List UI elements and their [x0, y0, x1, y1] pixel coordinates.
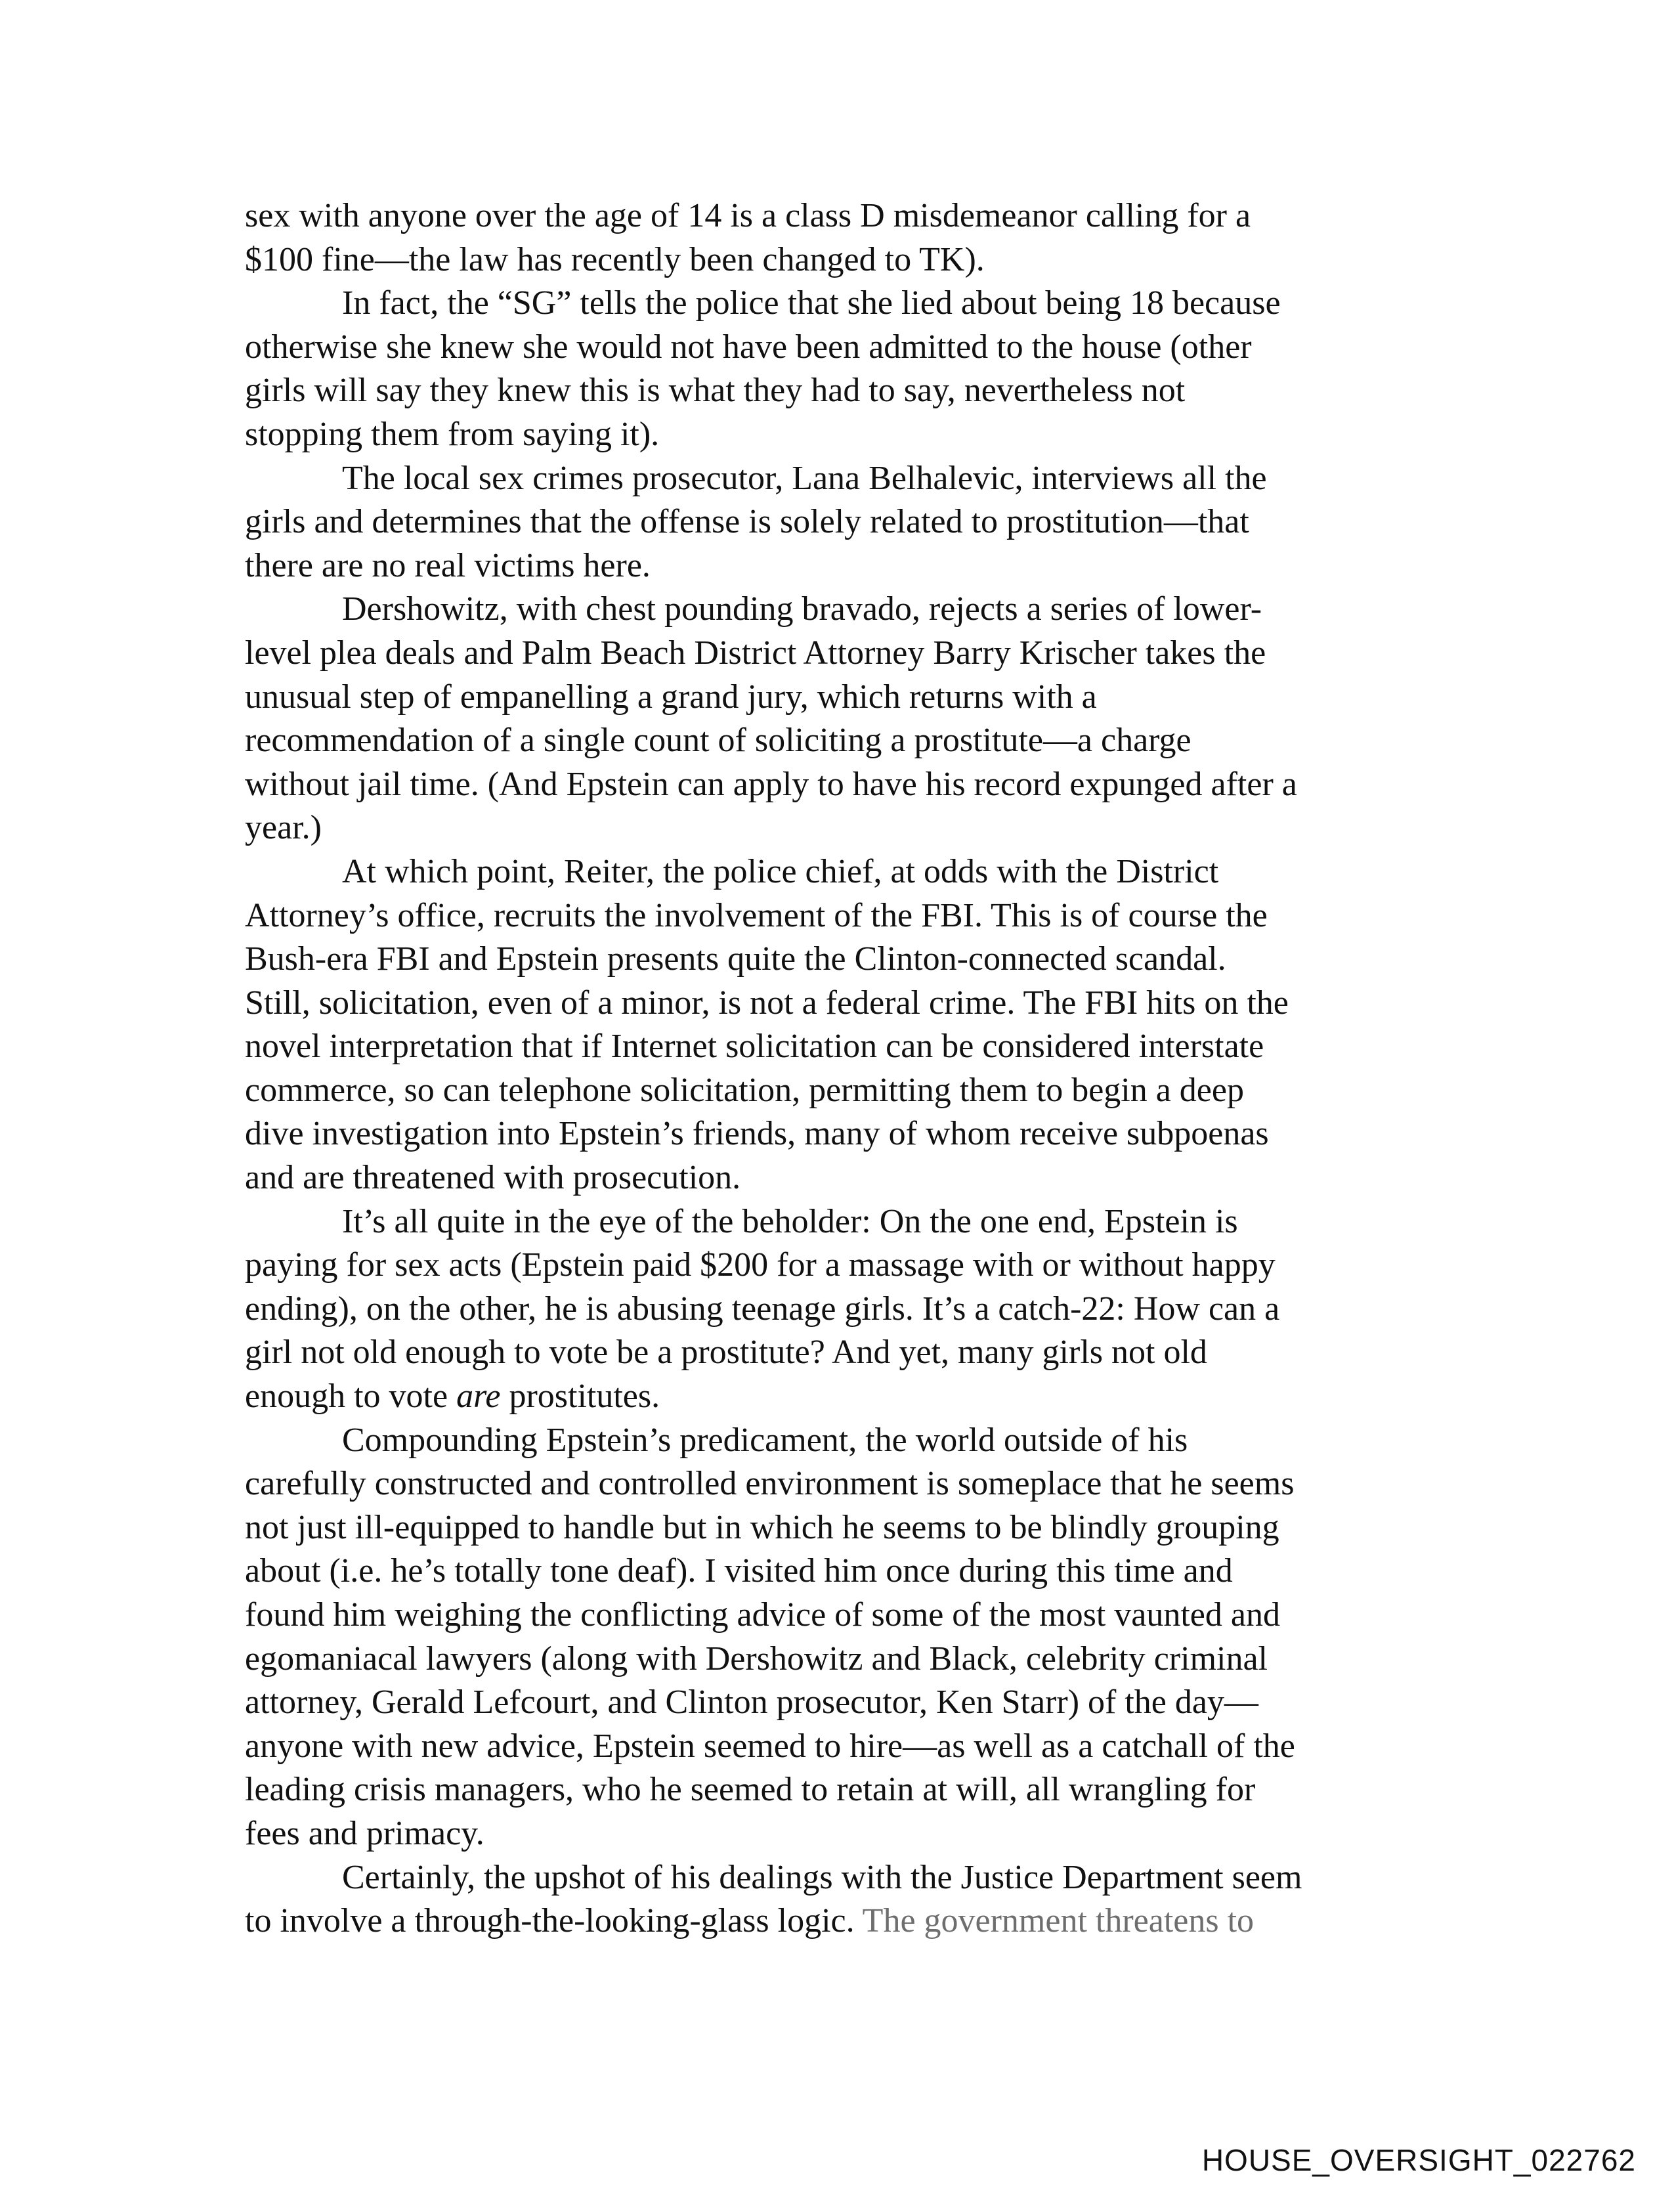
paragraph-3	[245, 457, 1427, 588]
text-line: Still, solicitation, even of a minor, is not a federal crime. The FBI hits on the	[245, 984, 1289, 1022]
text-line: and are threatened with prosecution.	[245, 1159, 741, 1197]
text-line: girls and determines that the offense is solely related to prostitution—that	[245, 503, 1249, 541]
text-line: Compounding Epstein’s predicament, the world outside of his	[342, 1421, 1188, 1459]
text-line: The local sex crimes prosecutor, Lana Belhalevic, interviews all the	[342, 459, 1267, 497]
text-line-with-faded-text	[245, 1899, 1427, 1943]
text-line: leading crisis managers, who he seemed to retain at will, all wrangling for	[245, 1771, 1256, 1809]
paragraph-8	[245, 1856, 1427, 1943]
text-line: Bush-era FBI and Epstein presents quite the Clinton-connected scandal.	[245, 940, 1226, 978]
text-line-with-emphasis	[245, 1375, 1427, 1419]
text-line: egomaniacal lawyers (along with Dershowitz and Black, celebrity criminal	[245, 1639, 1268, 1678]
text-line: carefully constructed and controlled environment is someplace that he seems	[245, 1465, 1295, 1503]
text-line: without jail time. (And Epstein can apply to have his record expunged after a	[245, 765, 1297, 803]
text-line: recommendation of a single count of soliciting a prostitute—a charge	[245, 722, 1191, 760]
text-line: girl not old enough to vote be a prostitute? And yet, many girls not old	[245, 1334, 1207, 1372]
text-line: commerce, so can telephone solicitation, permitting them to begin a deep	[245, 1071, 1244, 1109]
paragraph-6	[245, 1200, 1427, 1419]
text-line: about (i.e. he’s totally tone deaf). I visited him once during this time and	[245, 1552, 1233, 1590]
paragraph-1	[245, 194, 1427, 282]
text-line: dive investigation into Epstein’s friends, many of whom receive subpoenas	[245, 1115, 1269, 1153]
text-line: sex with anyone over the age of 14 is a class D misdemeanor calling for a	[245, 197, 1251, 234]
text-line: level plea deals and Palm Beach District Attorney Barry Krischer takes the	[245, 634, 1266, 672]
text-line: It’s all quite in the eye of the beholder: On the one end, Epstein is	[342, 1202, 1238, 1240]
text-segment: enough to vote	[245, 1377, 457, 1416]
text-line: stopping them from saying it).	[245, 415, 660, 453]
text-line: fees and primacy.	[245, 1814, 484, 1852]
text-line: year.)	[245, 809, 322, 847]
text-line: found him weighing the conflicting advice of some of the most vaunted and	[245, 1596, 1280, 1634]
faded-text-segment: The government threatens to	[854, 1902, 1255, 1940]
paragraph-2	[245, 282, 1427, 456]
bates-stamp: HOUSE_OVERSIGHT_022762	[1201, 2143, 1636, 2177]
text-line: anyone with new advice, Epstein seemed to hire—as well as a catchall of the	[245, 1727, 1295, 1765]
text-line: In fact, the “SG” tells the police that she lied about being 18 because	[342, 284, 1281, 322]
text-segment: to involve a through-the-looking-glass logic.	[245, 1902, 855, 1940]
text-line: At which point, Reiter, the police chief, at odds with the District	[342, 852, 1219, 890]
text-line: Certainly, the upshot of his dealings with the Justice Department seem	[342, 1858, 1302, 1896]
text-line: unusual step of empanelling a grand jury, which returns with a	[245, 678, 1097, 716]
text-line: Attorney’s office, recruits the involvement of the FBI. This is of course the	[245, 896, 1268, 934]
text-line: there are no real victims here.	[245, 546, 651, 584]
text-line: novel interpretation that if Internet solicitation can be considered interstate	[245, 1028, 1264, 1066]
text-line: attorney, Gerald Lefcourt, and Clinton prosecutor, Ken Starr) of the day—	[245, 1683, 1258, 1722]
text-line: $100 fine—the law has recently been changed to TK).	[245, 240, 985, 278]
text-line: Dershowitz, with chest pounding bravado, rejects a series of lower-	[342, 590, 1262, 628]
text-line: not just ill-equipped to handle but in which he seems to be blindly grouping	[245, 1508, 1279, 1546]
paragraph-5	[245, 850, 1427, 1200]
text-line: paying for sex acts (Epstein paid $200 for a massage with or without happy	[245, 1246, 1276, 1284]
emphasized-word: are	[456, 1377, 501, 1416]
paragraph-4	[245, 588, 1427, 850]
text-segment: prostitutes.	[500, 1377, 660, 1416]
paragraph-7	[245, 1419, 1427, 1856]
document-body	[245, 194, 1427, 1943]
text-line: ending), on the other, he is abusing teenage girls. It’s a catch-22: How can a	[245, 1290, 1280, 1328]
text-line: girls will say they knew this is what they had to say, nevertheless not	[245, 372, 1186, 410]
text-line: otherwise she knew she would not have been admitted to the house (other	[245, 328, 1252, 366]
